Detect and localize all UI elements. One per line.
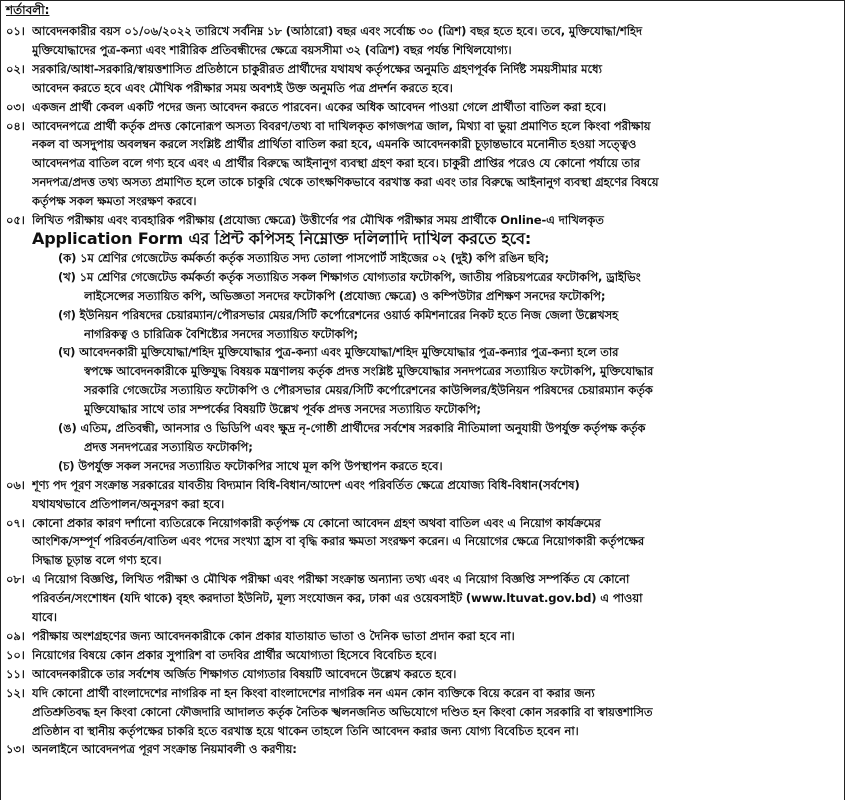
condition-text: প্রদত্ত সনদপত্রের সত্যায়িত ফটোকপি;: [84, 439, 253, 454]
condition-line: [6, 249, 832, 268]
condition-number: ০১।: [6, 24, 25, 38]
condition-number: ০৫।: [6, 213, 25, 228]
condition-text: (ঙ) এতিম, প্রতিবন্ধী, আনসার ও ভিডিপি এবং ক্ষুদ্র নৃ-গোষ্ঠী প্রার্থীদের সর্বশেষ সরকারি নীতিমালা অনুযায়ী উপর্যুক্ত কর্তৃপক্ষ কর্তৃক: [58, 421, 646, 436]
condition-line: [6, 381, 832, 400]
condition-text: কর্তৃপক্ষ সকল ক্ষমতা সংরক্ষণ করবে।: [32, 194, 197, 209]
condition-number: ০৪।: [6, 118, 25, 133]
condition-text: লিখিত পরীক্ষায় এবং ব্যবহারিক পরীক্ষায় (প্রযোজ্য ক্ষেত্রে) উত্তীর্ণের পর মৌখিক পরীক্ষার সময় প্রার্থীকে Online-এ দাখিলকৃত: [32, 213, 604, 228]
condition-text: আংশিক/সম্পূর্ণ পরিবর্তন/বাতিল এবং পদের সংখ্যা হ্রাস বা বৃদ্ধি করার ক্ষমতা সংরক্ষণ করেন। এ নিয়োগের ক্ষেত্রে নিয়োগকারী কর্তৃপক্ষের: [32, 534, 645, 549]
condition-line: [6, 608, 832, 627]
condition-number: ১২।: [6, 685, 25, 700]
condition-number: [6, 532, 32, 551]
condition-number: ০৮।: [6, 572, 25, 587]
condition-line: [6, 192, 832, 211]
condition-number: [6, 41, 32, 60]
condition-text: নকল বা অসদুপায় অবলম্বন করলে সংশ্লিষ্ট প্রার্থীর প্রার্থিতা বাতিল করা হবে, এমনকি আবেদনকারী চূড়ান্তভাবে মনোনীত হওয়া সত্ত্বেও: [32, 137, 637, 152]
condition-line: [6, 495, 832, 514]
condition-text: যাবে।: [32, 610, 57, 625]
condition-text: সরকারি গেজেটের সত্যায়িত ফটোকপি ও পৌরসভার মেয়র/সিটি কর্পোরেশনের কাউন্সিলর/ইউনিয়ন পরিষদের চেয়ারম্যান কর্তৃক: [84, 383, 653, 398]
condition-line: [6, 343, 832, 362]
condition-line: [6, 438, 832, 457]
condition-text: আবেদনপত্রে প্রার্থী কর্তৃক প্রদত্ত কোনোরূপ অসত্য বিবরণ/তথ্য বা দাখিলকৃত কাগজপত্র জাল, মিথ্যা বা ভুয়া প্রমাণিত হলে কিংবা পরীক্ষায়: [32, 118, 651, 133]
condition-line: [6, 457, 832, 476]
condition-text: মুক্তিযোদ্ধাদের পুত্র-কন্যা এবং শারীরিক প্রতিবন্ধীদের ক্ষেত্রে বয়সসীমা ৩২ (বত্রিশ) বছর পর্যন্ত শিথিলযোগ্য।: [32, 42, 512, 57]
condition-number: [6, 551, 32, 570]
condition-line: [6, 268, 832, 287]
condition-text: (খ) ১ম শ্রেণির গেজেটেড কর্মকর্তা কর্তৃক সত্যায়িত সকল শিক্ষাগত যোগ্যতার ফটোকপি, জাতীয় পরিচয়পত্রের ফটোকপি, ড্রাইভিং: [58, 269, 641, 284]
condition-text: পরীক্ষায় অংশগ্রহণের জন্য আবেদনকারীকে কোন প্রকার যাতায়াত ভাতা ও দৈনিক ভাতা প্রদান করা হবে না।: [32, 629, 515, 643]
condition-number: [6, 79, 32, 98]
condition-line: [6, 532, 832, 551]
condition-number: ০৬।: [6, 477, 25, 492]
condition-line: [6, 154, 832, 173]
condition-line: [6, 306, 832, 325]
condition-text: সনদপত্র/প্রদত্ত তথ্য অসত্য প্রমাণিত হলে তাকে চাকুরি থেকে তাৎক্ষণিকভাবে বরখাস্ত করা এবং তার বিরুদ্ধে আইনানুগ ব্যবস্থা গ্রহণের বিষয়ে: [32, 175, 659, 190]
condition-line: [6, 287, 832, 306]
condition-number: ০২।: [6, 61, 25, 76]
condition-text: এ নিয়োগ বিজ্ঞপ্তি, লিখিত পরীক্ষা ও মৌখিক পরীক্ষা এবং পরীক্ষা সংক্রান্ত অন্যান্য তথ্য এবং এ নিয়োগ বিজ্ঞপ্তি সম্পর্কিত যে কোনো: [32, 572, 630, 587]
condition-number: ০৭।: [6, 515, 25, 530]
condition-text: কোনো প্রকার কারণ দর্শানো ব্যতিরেকে নিয়োগকারী কর্তৃপক্ষ যে কোনো আবেদন গ্রহণ অথবা বাতিল এবং এ নিয়োগ কার্যক্রমের: [32, 515, 601, 530]
condition-text: যদি কোনো প্রার্থী বাংলাদেশের নাগরিক না হন কিংবা বাংলাদেশের নাগরিক নন এমন কোন ব্যক্তিকে বিয়ে করেন বা করার জন্য: [32, 685, 595, 700]
condition-number: [6, 703, 32, 722]
condition-text: প্রতিষ্ঠান বা স্থানীয় কর্তৃপক্ষের চাকরি হতে বরখাস্ত হয়ে থাকেন তাহলে তিনি আবেদন করার জন্য যোগ্য বিবেচিত হবেন না।: [32, 723, 579, 738]
condition-line: [6, 362, 832, 381]
condition-line: [6, 79, 832, 98]
conditions-list: [6, 22, 832, 759]
condition-line: [6, 570, 832, 589]
condition-text: আবেদনপত্র বাতিল বলে গণ্য হবে এবং এ প্রার্থীর বিরুদ্ধে আইনানুগ ব্যবস্থা গ্রহণ করা হবে। চাকুরী প্রাপ্তির পরেও যে কোনো পর্যায়ে তার: [32, 156, 640, 171]
condition-number: [6, 608, 32, 627]
condition-line: [6, 703, 832, 722]
condition-number: [6, 135, 32, 154]
condition-line: [6, 135, 832, 154]
condition-line: [6, 325, 832, 344]
condition-line: [6, 476, 832, 495]
condition-text: (ক) ১ম শ্রেণির গেজেটেড কর্মকর্তা কর্তৃক সত্যায়িত সদ্য তোলা পাসপোর্ট সাইজের ০২ (দুই) কপি রঙিন ছবি;: [58, 250, 549, 265]
condition-line: [6, 22, 832, 41]
condition-line: [6, 117, 832, 136]
conditions-heading: শর্তাবলী:: [6, 3, 50, 17]
condition-number: [6, 495, 32, 514]
condition-number: [6, 192, 32, 211]
condition-number: [6, 589, 32, 608]
condition-text: (গ) ইউনিয়ন পরিষদের চেয়ারম্যান/পৌরসভার মেয়র/সিটি কর্পোরেশনের ওয়ার্ড কমিশনারের নিকট হতে নিজ জেলা উল্লেখসহ: [58, 307, 619, 322]
condition-text: মুক্তিযোদ্ধার সাথে তার সম্পর্কের বিষয়টি উল্লেখ পূর্বক প্রদত্ত সনদের সত্যায়িত ফটোকপি;: [84, 402, 481, 417]
condition-line: [6, 98, 832, 117]
condition-text: Application Form এর প্রিন্ট কপিসহ নিম্নোক্ত দলিলাদি দাখিল করতে হবে:: [32, 229, 532, 248]
condition-line: [6, 551, 832, 570]
condition-text: সিদ্ধান্ত চূড়ান্ত বলে গণ্য হবে।: [32, 553, 162, 568]
condition-number: ০৩।: [6, 99, 25, 114]
condition-line: [6, 419, 832, 438]
condition-text: প্রতিশ্রুতিবদ্ধ হন কিংবা কোনো ফৌজদারি আদালত কর্তৃক নৈতিক স্খলনজনিত অভিযোগে দণ্ডিত হন কিংবা কোন সরকারি বা স্বায়ত্তশাসিত: [32, 704, 653, 719]
condition-number: ১১।: [6, 666, 25, 681]
condition-line: [6, 41, 832, 60]
condition-line: [6, 740, 832, 759]
condition-text: অনলাইনে আবেদনপত্র পূরণ সংক্রান্ত নিয়মাবলী ও করণীয়:: [32, 742, 297, 757]
condition-text: যথাযথভাবে প্রতিপালন/অনুসরণ করা হবে।: [32, 496, 225, 511]
condition-number: [6, 154, 32, 173]
condition-text: নাগরিকত্ব ও চারিত্রিক বৈশিষ্ট্যের সনদের সত্যায়িত ফটোকপি;: [84, 326, 359, 341]
condition-line: [6, 400, 832, 419]
condition-text: সরকারি/আধা-সরকারি/স্বায়ত্তশাসিত প্রতিষ্ঠানে চাকুরীরত প্রার্থীদের যথাযথ কর্তৃপক্ষের অনুমতি গ্রহণপূর্বক নির্দিষ্ট সময়সীমার মধ্যে: [32, 61, 602, 76]
condition-text: (চ) উপর্যুক্ত সকল সনদের সত্যায়িত ফটোকপির সাথে মূল কপি উপস্থাপন করতে হবে।: [58, 458, 443, 473]
condition-line: [6, 211, 832, 230]
condition-text: শূণ্য পদ পূরণ সংক্রান্ত সরকারের যাবতীয় বিদ্যমান বিধি-বিধান/আদেশ এবং পরিবর্তিত ক্ষেত্রে প্রযোজ্য বিধি-বিধান(সর্বশেষ): [32, 477, 580, 492]
condition-text: পরিবর্তন/সংশোধন (যদি থাকে) বৃহৎ করদাতা ইউনিট, মূল্য সংযোজন কর, ঢাকা এর ওয়েবসাইট (www.ltuvat.gov.bd) এ পাওয়া: [32, 591, 643, 606]
condition-number: ১৩।: [6, 742, 25, 757]
condition-text: আবেদন করতে হবে এবং মৌখিক পরীক্ষার সময় অবশ্যই উক্ত অনুমতি পত্র প্রদর্শন করতে হবে।: [32, 80, 453, 95]
condition-text: লাইসেন্সের সত্যায়িত কপি, অভিজ্ঞতা সনদের ফটোকপি (প্রযোজ্য ক্ষেত্রে) ও কম্পিউটার প্রশিক্ষণ সনদের ফটোকপি;: [84, 288, 606, 303]
condition-line: [6, 589, 832, 608]
condition-number: ০৯।: [6, 629, 25, 643]
condition-line: [6, 514, 832, 533]
condition-number: [6, 230, 32, 249]
condition-line: [6, 684, 832, 703]
condition-text: নিয়োগের বিষয়ে কোন প্রকার সুপারিশ বা তদবির প্রার্থীর অযোগ্যতা হিসেবে বিবেচিত হবে।: [32, 647, 437, 662]
condition-line: [6, 722, 832, 741]
condition-line: [6, 627, 832, 646]
condition-text: (ঘ) আবেদনকারী মুক্তিযোদ্ধা/শহিদ মুক্তিযোদ্ধার পুত্র-কন্যা এবং মুক্তিযোদ্ধা/শহিদ মুক্তিযোদ্ধার পুত্র-কন্যার পুত্র-কন্যা হলে তার: [58, 345, 619, 360]
condition-line: [6, 60, 832, 79]
condition-text: আবেদনকারীর বয়স ০১/০৬/২০২২ তারিখে সর্বনিম্ন ১৮ (আঠারো) বছর এবং সর্বোচ্চ ৩০ (ত্রিশ) বছর হতে হবে। তবে, মুক্তিযোদ্ধা/শহিদ: [32, 24, 642, 38]
condition-number: [6, 722, 32, 741]
condition-text: আবেদনকারীকে তার সর্বশেষ অর্জিত শিক্ষাগত যোগ্যতার বিষয়টি আবেদনে উল্লেখ করতে হবে।: [32, 666, 457, 681]
condition-number: [6, 173, 32, 192]
condition-text: স্বপক্ষে আবেদনকারীকে মুক্তিযুদ্ধ বিষয়ক মন্ত্রণালয় কর্তৃক প্রদত্ত সংশ্লিষ্ট মুক্তিযোদ্ধার সনদপত্রের সত্যায়িত ফটোকপি, মুক্তিযোদ্ধার: [84, 364, 654, 379]
condition-text: একজন প্রার্থী কেবল একটি পদের জন্য আবেদন করতে পারবেন। একের অধিক আবেদন পাওয়া গেলে প্রার্থীতা বাতিল করা হবে।: [32, 99, 606, 114]
condition-number: ১০।: [6, 647, 25, 662]
frame-top-border: [0, 0, 845, 1]
condition-line: [6, 173, 832, 192]
condition-line: [6, 665, 832, 684]
condition-line: [6, 230, 832, 249]
frame-left-border: [0, 0, 1, 800]
condition-line: [6, 646, 832, 665]
